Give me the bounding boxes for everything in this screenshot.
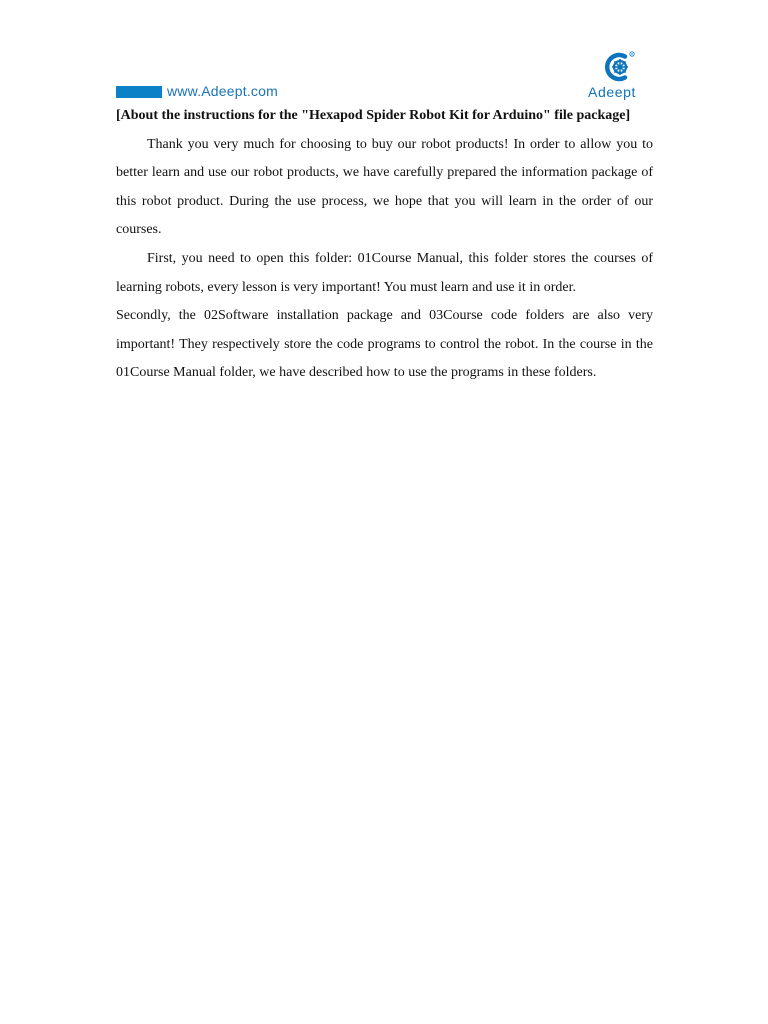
paragraph-course-manual: First, you need to open this folder: 01Course Manual, this folder stores the courses of learning robots, every lesson is very important! You must learn and use it in order. [116, 250, 653, 295]
header-accent-bar [116, 86, 162, 98]
paragraph-intro: Thank you very much for choosing to buy our robot products! In order to allow you to better learn and use our robot products, we have carefully prepared the information package of this robot product. During the use process, we hope that you will learn in the order of our courses. [116, 136, 653, 238]
adeept-gear-logo-icon [598, 50, 638, 84]
website-url: www.Adeept.com [167, 83, 278, 99]
document-body [116, 102, 653, 388]
document-title: [About the instructions for the "Hexapod Spider Robot Kit for Arduino" file package] [116, 108, 631, 123]
paragraph-software-code: Secondly, the 02Software installation package and 03Course code folders are also very important! They respectively store the code programs to control the robot. In the course in the 01Course Manual folder, we have described how to use the programs in these folders. [116, 308, 653, 381]
brand-logo [584, 50, 654, 102]
brand-name: Adeept [588, 84, 636, 100]
